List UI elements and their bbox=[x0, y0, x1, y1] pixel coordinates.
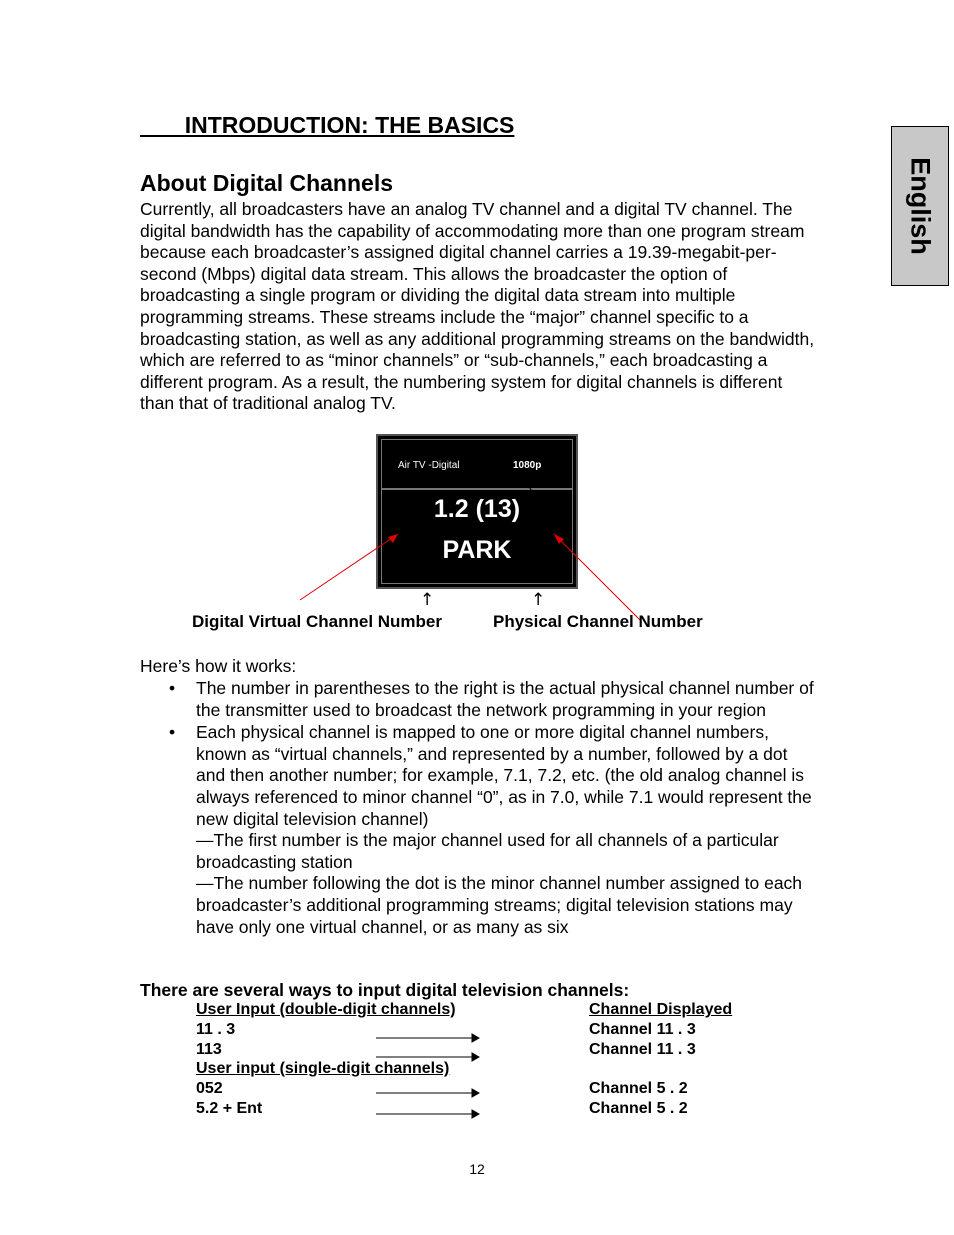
bullet-text: Each physical channel is mapped to one or more digital channel numbers, known as “virtual channels,” and represented by a number, followed by a dot and then another number; for example, 7.1, 7.2, etc. (the old analog channel is always referenced to minor channel “0”, as in 7.0, while 7.1 would represent the new digital television channel) bbox=[196, 722, 812, 829]
intro-paragraph: Currently, all broadcasters have an analog TV channel and a digital TV channel. The digital bandwidth has the capability of accommodating more than one program stream because each broadcaster’s assigned digital channel carries a 19.39-megabit-per-second (Mbps) digital data stream. This allows the broadcaster the option of broadcasting a single program or dividing the digital data stream into multiple programming streams. These streams include the “major” channel specific to a broadcasting station, as well as any additional programming streams on the bandwidth, which are referred to as “minor channels” or “sub-channels,” each broadcasting a different program. As a result, the numbering system for digital channels is different than that of traditional analog TV. bbox=[140, 199, 815, 414]
caption-physical-channel: Physical Channel Number bbox=[493, 612, 703, 631]
up-arrow-left: ↑ bbox=[420, 590, 435, 610]
page-heading-text: INTRODUCTION: THE BASICS bbox=[184, 112, 515, 138]
table-display-cell: Channel 5 . 2 bbox=[589, 1100, 688, 1117]
table-input-cell: 113 bbox=[196, 1041, 222, 1058]
row-arrow-1 bbox=[376, 1034, 479, 1042]
tv-source-label: Air TV -Digital bbox=[398, 460, 460, 471]
section-title: About Digital Channels bbox=[140, 170, 393, 196]
page-number: 12 bbox=[469, 1161, 485, 1177]
table-input-cell: 052 bbox=[196, 1080, 223, 1097]
table-display-cell: Channel 11 . 3 bbox=[589, 1021, 696, 1038]
table-input-cell: 5.2 + Ent bbox=[196, 1100, 263, 1117]
table-header-single-digit: User input (single-digit channels) bbox=[196, 1060, 450, 1077]
row-arrow-3 bbox=[376, 1089, 479, 1097]
how-it-works-label: Here’s how it works: bbox=[140, 656, 297, 676]
tv-resolution-label: 1080p bbox=[513, 460, 542, 471]
table-display-cell: Channel 5 . 2 bbox=[589, 1080, 688, 1097]
input-intro: There are several ways to input digital television channels: bbox=[140, 980, 630, 1000]
table-header-channel-displayed: Channel Displayed bbox=[589, 1001, 733, 1018]
caption-virtual-channel: Digital Virtual Channel Number bbox=[192, 612, 443, 631]
language-tab-label: English bbox=[905, 157, 936, 255]
bullet-text: The number in parentheses to the right is the actual physical channel number of the transmitter used to broadcast the network programming in your region bbox=[196, 678, 814, 720]
table-input-cell: 11 . 3 bbox=[196, 1021, 236, 1038]
sub-note: —The number following the dot is the minor channel number assigned to each broadcaster’s additional programming streams; digital television stations may have only one virtual channel, or as many as six bbox=[196, 873, 803, 937]
bullet-dot: • bbox=[169, 722, 176, 743]
sub-note: —The first number is the major channel used for all channels of a particular broadcasting station bbox=[196, 830, 779, 872]
tv-channel-name: PARK bbox=[442, 536, 512, 564]
table-header-double-digit: User Input (double-digit channels) bbox=[196, 1001, 456, 1018]
up-arrow-right: ↑ bbox=[531, 590, 546, 610]
tv-channel-number: 1.2 (13) bbox=[433, 495, 521, 523]
table-display-cell: Channel 11 . 3 bbox=[589, 1041, 696, 1058]
bullet-dot: • bbox=[169, 678, 176, 698]
row-arrow-2 bbox=[376, 1053, 479, 1061]
row-arrow-4 bbox=[376, 1110, 479, 1118]
